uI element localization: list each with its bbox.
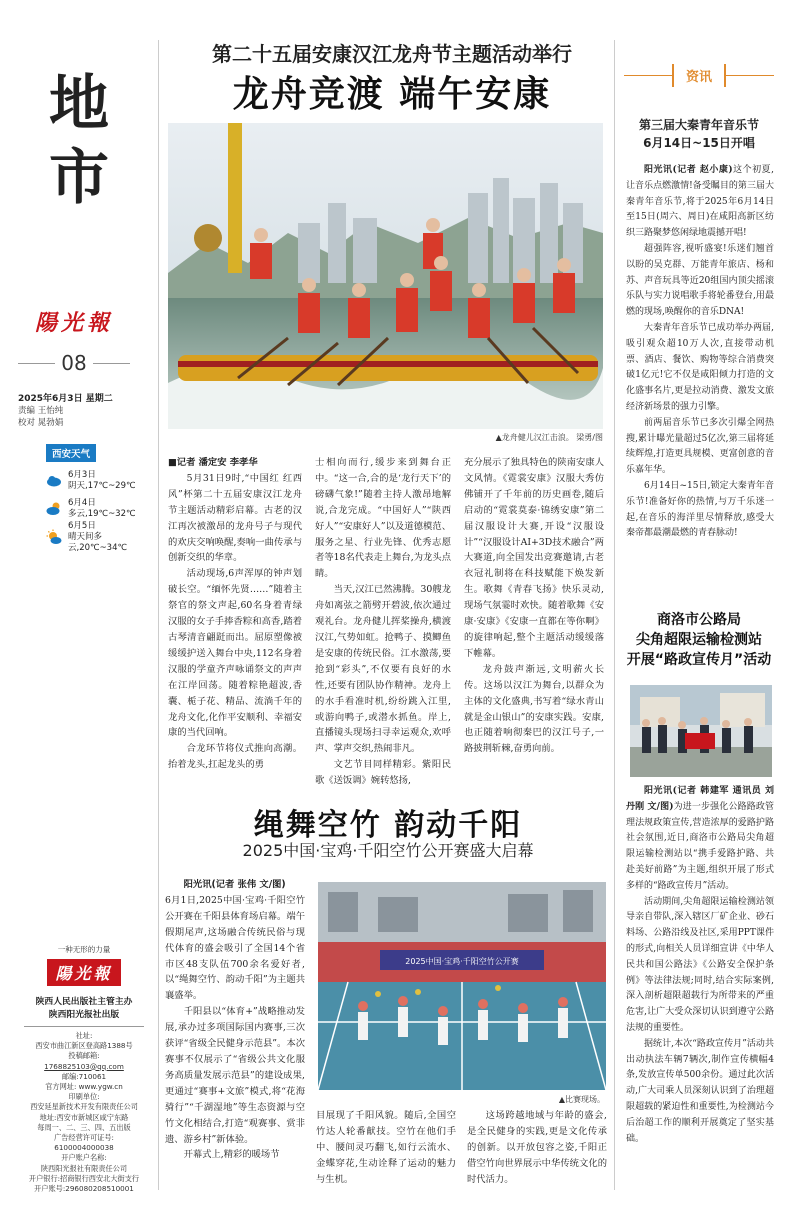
partly-cloudy-icon (46, 501, 62, 517)
paragraph: 士相向而行,缓步来到舞台正中。“这一合,合的是‘龙行天下’的磅礴气象!”随着主持人激昂地解说,合龙完成。“中国好人”“陕西好人”“安康好人”以及道德模范、服务之星、行业先锋、优秀志愿者等18名代表走上舞台,为龙头点睛。 (315, 457, 451, 580)
page-number-row (18, 351, 130, 375)
paragraph-text: 为进一步强化公路路政管理法规政策宣传,营造浓厚的爱路护路社会氛围,近日,商洛市公路局尖角超限运输检测站以“携手爱路护路、共赴美好前路”为主题,组织开展了形式多样的“路政宣传月”活动。 (626, 801, 774, 891)
article2-byline: 阳光讯(记者 张伟 文/图) (183, 879, 286, 890)
publisher-logo: 陽光報 (47, 959, 120, 986)
publisher-line2: 陕西阳光报社出版 (48, 1010, 120, 1020)
info-line: 西安延星新技术开发有限责任公司 (30, 1102, 138, 1112)
paragraph: 6月1日,2025中国·宝鸡·千阳空竹公开赛在千阳县体育场启幕。端午假期尾声,这场融合传统民俗与现代体育的盛会吸引了全国14个省市区48支队伍700余名爱好者,以“绳舞空竹、韵动千阳”为主题共襄盛举。 (165, 894, 305, 1002)
dragon-boat-illustration (168, 123, 603, 429)
proof-line: 校对 晁勃娟 (18, 418, 64, 428)
paragraph: 这场跨越地域与年龄的盛会,是全民健身的实践,更是文化传承的创新。以开放包容之姿,千阳正借空竹向世界展示中华传统文化的时代活力。 (467, 1110, 607, 1185)
paragraph: 活动现场,6声浑厚的钟声划破长空。“缅怀先贤……”随着主祭官的祭文声起,60名身着青绿汉服的女子手捧香粽和高香,踏着古琴清音翩跹而出。屈原塑像被缓缓护送入舞台中央,112名身着汉服的学童齐声咏诵祭文的声声在江岸回荡。随着粽艳超波,香囊、栀子花、精品、流淌千年的龙舟文化,化作平安顺利、幸福安康的当代回响。 (168, 568, 302, 739)
event-banner-text: 2025中国·宝鸡·千阳空竹公开赛 (405, 957, 519, 966)
article1-col2 (315, 455, 451, 787)
weather-date: 6月3日 (68, 470, 96, 480)
paragraph: 龙舟鼓声渐远,文明薪火长传。这场以汉江为舞台,以群众为主体的文化盛典,书写着“绿水青山就是金山银山”的安康实践。安康,也正随着响彻秦巴的汉江号子,一路披荆斩棘,奋勇向前。 (464, 663, 604, 755)
paragraph: 5月31日9时,“中国红 红西风”杯第二十五届安康汉江龙舟节主题活动精彩启幕。古老的汉江再次被激昂的龙舟号子与现代的欢庆交响唤醒,奏响一曲传承与创新交织的华章。 (168, 472, 302, 564)
info-line: 投稿邮箱: (68, 1051, 100, 1061)
paragraph: 合龙环节将仪式推向高潮。抬着龙头,扛起龙头的勇 (168, 743, 302, 771)
headline-line: 第三届大秦青年音乐节 (638, 118, 759, 132)
paragraph: 当天,汉江已然沸腾。30艘龙舟如离弦之箭劈开碧波,依次通过观礼台。龙舟健儿挥桨操舟,横渡汉江,气势如虹。抢鸭子、摸鲫鱼是安康的传统民俗。江水激荡,要抢到“彩头”,不仅要有良好的水性,还要有团队协作精神。龙舟上的水手看准时机,纷纷跳入江里,或游向鸭子,或潜水抓鱼。岸上,直播镜头现场扫寻幸运观众,欢呼声、掌声交织,热闹非凡。 (315, 584, 451, 755)
weather-date: 6月5日 (68, 520, 96, 531)
weather-list (46, 470, 146, 553)
kongzhu-photo (318, 882, 606, 1090)
divider (18, 363, 55, 364)
sidebar-news1-headline (624, 116, 774, 152)
paragraph: 前两届音乐节已多次引爆全网热搜,累计曝光量超过5亿次,第三届将延续辉煌,打造更具规模、更富创意的音乐嘉年华。 (626, 417, 774, 476)
info-website[interactable]: 官方网址: www.ygw.cn (45, 1082, 123, 1092)
kongzhu-illustration (318, 882, 606, 1090)
article2-col2 (316, 1108, 456, 1188)
weather-title: 西安天气 (46, 444, 96, 462)
article2-subhead: 2025中国·宝鸡·千阳空竹公开赛盛大启幕 (242, 841, 534, 860)
info-line: 开户账号:296080208510001 (34, 1184, 134, 1194)
info-line: 6100004000038 (54, 1143, 114, 1153)
article1-photo-caption: ▲龙舟健儿汉江击浪。 梁勇/图 (495, 433, 603, 442)
headline-line: 开展“路政宣传月”活动 (626, 652, 772, 668)
paragraph: 6月14日~15日,锁定大秦青年音乐节!准备好你的热情,与万千乐迷一起,在音乐的海洋里尽情释放,感受大秦帝都最潮最燃的青春脉动! (626, 480, 774, 539)
paragraph: 活动期间,尖角超限运输检测站领导亲自带队,深入辖区厂矿企业、砂石料场、公路沿线及社区,采用PPT课件的形式,向相关人员详细宣讲《中华人民共和国公路法》《公路安全保护条例》等法律法规;同时,结合实际案例,深入剖析超限超载行为所带来的严重危害,让广大受众深切认识到遵守公路法规的重要性。 (626, 896, 774, 1033)
dragon-boat-photo (168, 123, 603, 429)
article2-col3 (467, 1108, 607, 1188)
byline: 阳光讯(记者 韩建军 通讯员 刘丹刚 文/图) (626, 786, 774, 812)
paragraph: 超强阵容,视听盛宴!乐迷们翘首以盼的吴克群、万能青年旅店、杨和苏、声音玩具等近20组国内顶尖摇滚乐队与实力说唱歌手将轮番登台,用最燃的现场,唤醒你的音乐DNA! (626, 243, 774, 318)
paragraph (626, 784, 774, 895)
editor-line: 责编 王怡纯 (18, 406, 64, 416)
sidebar-divider (614, 40, 615, 1190)
paper-logo: 陽光報 (34, 310, 113, 336)
publisher-line1: 陕西人民出版社主管主办 (35, 997, 133, 1007)
divider (24, 1026, 144, 1027)
sidebar-news2-headline (624, 610, 774, 670)
article2-headline: 绳舞空竹 韵动千阳 (253, 808, 523, 843)
headline-line: 尖角超限运输检测站 (636, 632, 762, 648)
byline: 阳光讯(记者 赵小康) (644, 165, 733, 175)
article1-col3 (464, 455, 604, 753)
article2-photo-caption: ▲比赛现场。 (558, 1095, 605, 1104)
info-line: 陕西阳光报社有限责任公司 (40, 1163, 128, 1173)
paragraph (626, 163, 774, 242)
weather-date: 6月4日 (68, 498, 96, 508)
weather-panel (46, 442, 146, 553)
sunny-cloud-icon (46, 529, 62, 545)
paragraph: 充分展示了独具特色的陕南安康人文风情。《霓裳安康》汉服大秀仿佛铺开了千年前的历史画卷,随后启动的“霓裳莫泰·锦绣安康”第二届汉服设计大赛,开设“汉服设计”“汉服设计AI+3D技术融合”两大赛道,向全国发出竞赛邀请,古老衣冠礼制将在科技赋能下焕发新生。歌舞《青春飞扬》快乐灵动,现场气氛霎时欢快。随着歌舞《安康·安康》《安康一直都在等你啊》的旋律响起,整个主题活动缓缓落下帷幕。 (464, 457, 604, 659)
weather-desc: 阴天,17℃~29℃ (68, 481, 136, 491)
paragraph: 文艺节目同样精彩。紫阳民歌《送饭调》婉转悠扬, (315, 759, 451, 787)
weather-day (46, 470, 146, 492)
headline-line: 商洛市公路局 (657, 612, 741, 628)
info-line: 社址: (75, 1031, 93, 1040)
headline-line: 6月14日~15日开唱 (643, 136, 755, 150)
sidebar-news2-body (626, 784, 774, 1196)
weather-day (46, 520, 146, 553)
publisher-panel (18, 944, 150, 1194)
paragraph: 据统计,本次“路政宣传月”活动共出动执法车辆7辆次,制作宣传横幅4条,发放宣传单500余份。通过此次活动,广大司乘人员深刻认识到了治理超限超载的紧迫性和重要性,为检测站今后治超工作的顺利开展奠定了坚实基础。 (626, 1038, 774, 1144)
info-email[interactable]: 1768825103@qq.com (44, 1061, 124, 1071)
paragraph: 目展现了千阳风貌。随后,全国空竹达人轮番献技。空竹在他们手中、腰间灵巧翻飞,如行云流水、金蝶穿花,生动诠释了运动的魅力与生机。 (316, 1110, 456, 1185)
highway-photo (630, 685, 772, 777)
paragraph: 千阳县以“体育+”战略推动发展,承办过多项国际国内赛事,三次获评“省级全民健身示范县”。本次赛事不仅展示了“省级公共文化服务高质量发展示范县”的建设成果,更通过“赛事+文旅”模式,将“花海骑行”“千湖湿地”等生态资源与空竹文化相结合,打造“观赛事、赏非遗、游乡村”新体验。 (165, 1006, 305, 1145)
sidebar-section-label: 资讯 (672, 64, 726, 87)
issue-date: 2025年6月3日 星期二 (18, 394, 113, 404)
info-line: 开户账户名称: (61, 1153, 107, 1163)
weather-desc: 晴天间多云,20℃~34℃ (68, 531, 128, 553)
weather-day (46, 498, 146, 520)
info-line: 开户银行:招商银行西安北大街支行 (28, 1173, 140, 1183)
info-line: 每周一、二、三、四、五出版 (37, 1122, 131, 1132)
slogan: 一种无形的力量 (57, 945, 111, 954)
weather-desc: 多云,19℃~32℃ (68, 509, 136, 519)
paragraph: 开幕式上,精彩的暖场节 (183, 1149, 280, 1161)
paragraph: 大秦青年音乐节已成功举办两届,吸引观众超10万人次,直接带动机票、酒店、餐饮、购物等综合消费突破1亿元!它不仅是咸阳倾力打造的文化盛事名片,更是拉动消费、激发文旅经济新场景的强力引擎。 (626, 322, 774, 412)
page-number: 08 (61, 351, 87, 375)
article1-byline: ■记者 潘定安 李孝华 (168, 457, 258, 468)
section-title: 地市 (39, 71, 109, 219)
divider (726, 75, 774, 76)
highway-illustration (630, 685, 772, 777)
cloudy-icon (46, 473, 62, 489)
divider (624, 75, 672, 76)
sidebar-news1-body (626, 163, 774, 581)
article1-col1 (168, 455, 302, 771)
info-line: 地址:西安市新城区咸宁东路 (39, 1112, 129, 1122)
sidebar-label (624, 64, 774, 87)
info-line: 印刷单位: (68, 1092, 100, 1102)
publisher-info (18, 1031, 150, 1194)
info-line: 邮编:710061 (61, 1071, 107, 1081)
masthead-column (18, 70, 130, 429)
divider (93, 363, 130, 364)
info-line: 西安市曲江新区登高路1388号 (35, 1041, 133, 1051)
article1-headline: 龙舟竞渡 端午安康 (232, 73, 552, 115)
article2-col1 (165, 877, 305, 1197)
paragraph-text: 这个初夏,让音乐点燃激情!备受瞩目的第三届大秦青年音乐节,将于2025年6月14日至15日(周六、周日)在咸阳高新区纺织三路聚梦悠闲绿地震撼开唱! (626, 165, 774, 239)
info-line: 广告经营许可证号: (54, 1133, 114, 1143)
article1-kicker: 第二十五届安康汉江龙舟节主题活动举行 (212, 42, 572, 66)
column-divider (158, 40, 159, 1190)
